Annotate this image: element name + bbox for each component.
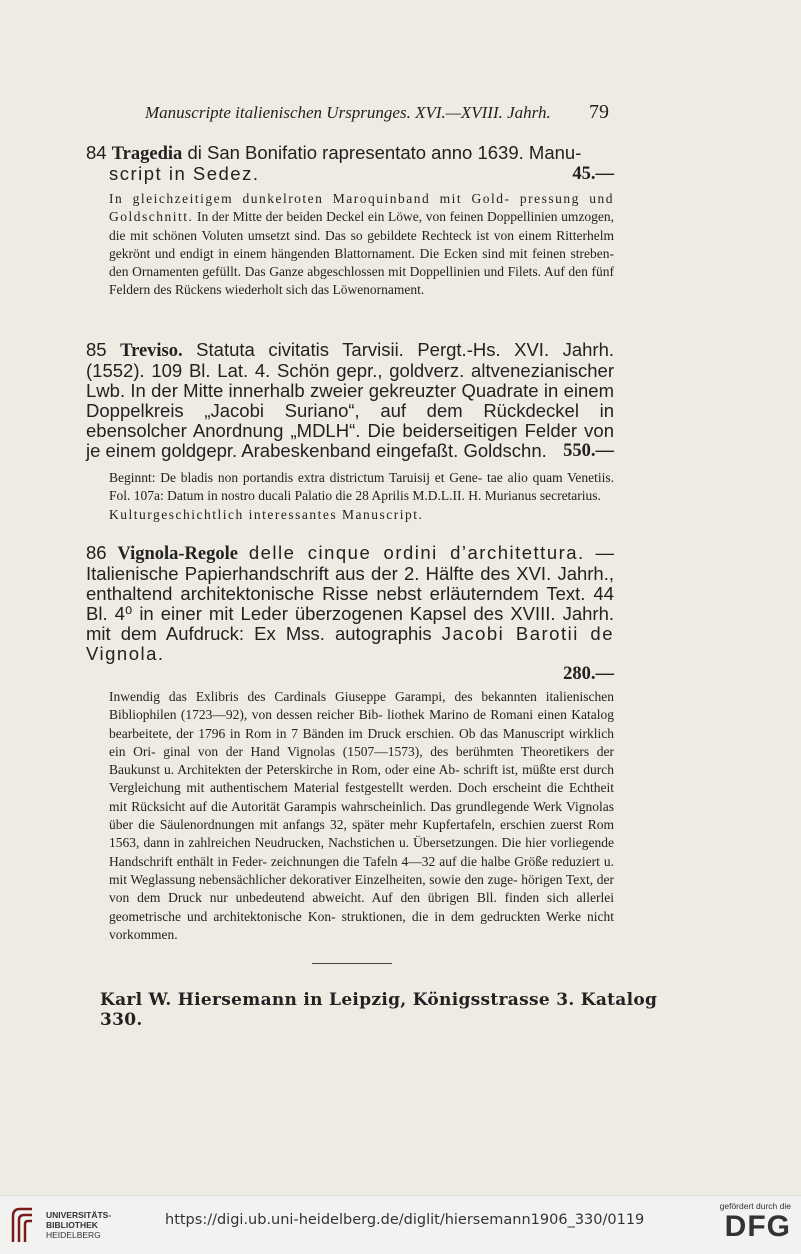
catalog-entry-84 — [86, 143, 614, 300]
page-number: 79 — [589, 101, 609, 123]
entry-84-title — [86, 143, 614, 184]
divider-rule — [312, 963, 392, 964]
library-name-line2: BIBLIOTHEK — [46, 1220, 98, 1230]
entry-keyword: Tragedia — [111, 144, 183, 164]
funded-by-label: gefördert durch die — [719, 1201, 791, 1211]
digital-library-bar — [0, 1195, 801, 1254]
dfg-logo-icon: DFG — [724, 1210, 791, 1243]
entry-title-spaced: delle cinque ordini d’architettura. — [248, 542, 585, 563]
library-name — [46, 1210, 111, 1240]
library-name-line3: HEIDELBERG — [46, 1230, 101, 1240]
funder-logo — [720, 1201, 791, 1243]
description-text: In der Mitte der beiden Deckel ein Löwe, von feinen Doppellinien umzogen, die mit schönen Voluten umsetzt sind. Das so gebildete Rechteck ist von einem Ritterhelm gekrönt und endigt in einem hängenden Blattornament. Die Ecken sind mit feinen streben- den Ornamenten gefüllt. Das Ganze abgeschlossen mit Doppellinien und Filets. Auf den fünf Feldern des Rückens wiederholt sich das Löwenornament. — [109, 209, 614, 298]
catalog-entry-85 — [86, 340, 614, 524]
entry-text: Statuta civitatis Tarvisii. Pergt.-Hs. XVI. Jahrh. (1552). 109 Bl. Lat. 4. Schön gepr., goldverz. altvenezianischer Lwb. In der Mitte innerhalb zweier gekreuzter Quadrate in einem Doppelkreis „Jacobi Suriano“, auf dem Rückdeckel in ebensolcher Anordnung „MDLH“. Die beiderseitigen Felder von je einem goldgepr. Arabeskenband eingefaßt. Goldschn. — [86, 339, 615, 461]
entry-86-title — [86, 543, 614, 664]
entry-text: — Italienische Papierhandschrift aus der 2. Hälfte des XVI. Jahrh., enthaltend architektonische Risse nebst erläuterndem Text. 44 Bl. 4⁰ in einer mit Leder überzogenen Kapsel des XVIII. Jahrh. mit dem Aufdruck: Ex Mss. autographis — [86, 542, 615, 644]
binding-description: In gleichzeitigem dunkelroten Maroquinband mit Gold- pressung und Goldschnitt. — [109, 191, 614, 225]
entry-text-end: Jacobi Barotii de Vignola. — [86, 623, 615, 664]
entry-price: 280.— — [563, 664, 614, 684]
entry-86-description: Inwendig das Exlibris des Cardinals Giuseppe Garampi, des bekannten italienischen Bibliophilen (1723—92), von dessen reicher Bib- liothek Marino de Romani einen Katalog bearbeitete, der 1796 in Rom in 7 Bänden im Druck erschien. Ob das Manuscript wirklich ein Ori- ginal von der Hand Vignolas (1507—1573), des berühmten Theoretikers der Baukunst u. Architekten der Peterskirche in Rom, oder eine Ab- schrift ist, müßte erst durch Vergleichung mit authentischem Material festgestellt werden. Doch erscheint die Echtheit mit Rücksicht auf die Autorität Garampis wahrscheinlich. Das grundlegende Werk Vignolas über die Säulenordnungen mit anfangs 32, später mehr Kupfertafeln, erschien zuerst Rom 1563, dann in zahlreichen Neudrucken, Nachstichen u. Übersetzungen. Die hier vorliegende Handschrift enthält in Feder- zeichnungen die Tafeln 4—32 auf die halbe Größe reduziert u. mit Weglassung nebensächlicher dekorativer Einzelheiten, sowie den zuge- hörigen Text, der von dem Druck nur unbedeutend abweicht. Auf den übrigen Bll. finden sich allerlei geometrische und architektonische Kon- struktionen, die in dem gedruckten Werke nicht vorkommen. — [109, 689, 614, 942]
entry-title-line1: di San Bonifatio rapresentato anno 1639. Manu- — [187, 142, 582, 163]
entry-keyword: Vignola-Regole — [117, 544, 238, 564]
catalog-entry-86 — [86, 543, 614, 944]
entry-85-description — [109, 469, 614, 524]
entry-number: 84 — [86, 142, 107, 163]
entry-price: 45.— — [572, 164, 614, 184]
entry-number: 86 — [86, 542, 107, 563]
entry-keyword: Treviso. — [120, 341, 183, 361]
entry-84-description — [109, 190, 614, 300]
publisher-footer: Karl W. Hiersemann in Leipzig, Königsstrasse 3. Katalog 330. — [100, 990, 658, 1030]
library-name-line1: UNIVERSITÄTS- — [46, 1210, 112, 1220]
permalink-url[interactable]: https://digi.ub.uni-heidelberg.de/diglit/hiersemann1906_330/0119 — [165, 1212, 645, 1228]
entry-title-line2: script in Sedez. — [109, 163, 260, 184]
description-remark: Kulturgeschichtlich interessantes Manuscript. — [109, 506, 424, 522]
description-text: Beginnt: De bladis non portandis extra districtum Taruisij et Gene- tae alio quam Venetiis. Fol. 107a: Datum in nostro ducali Palatio die 28 Aprilis M.D.L.II. H. Murianus secretarius. — [109, 470, 614, 504]
entry-price: 550.— — [563, 441, 614, 461]
running-title: Manuscripte italienischen Ursprunges. XVI.—XVIII. Jahrh. — [145, 103, 551, 122]
entry-number: 85 — [86, 339, 107, 360]
university-library-logo-icon — [10, 1206, 36, 1244]
entry-85-title — [86, 340, 614, 461]
